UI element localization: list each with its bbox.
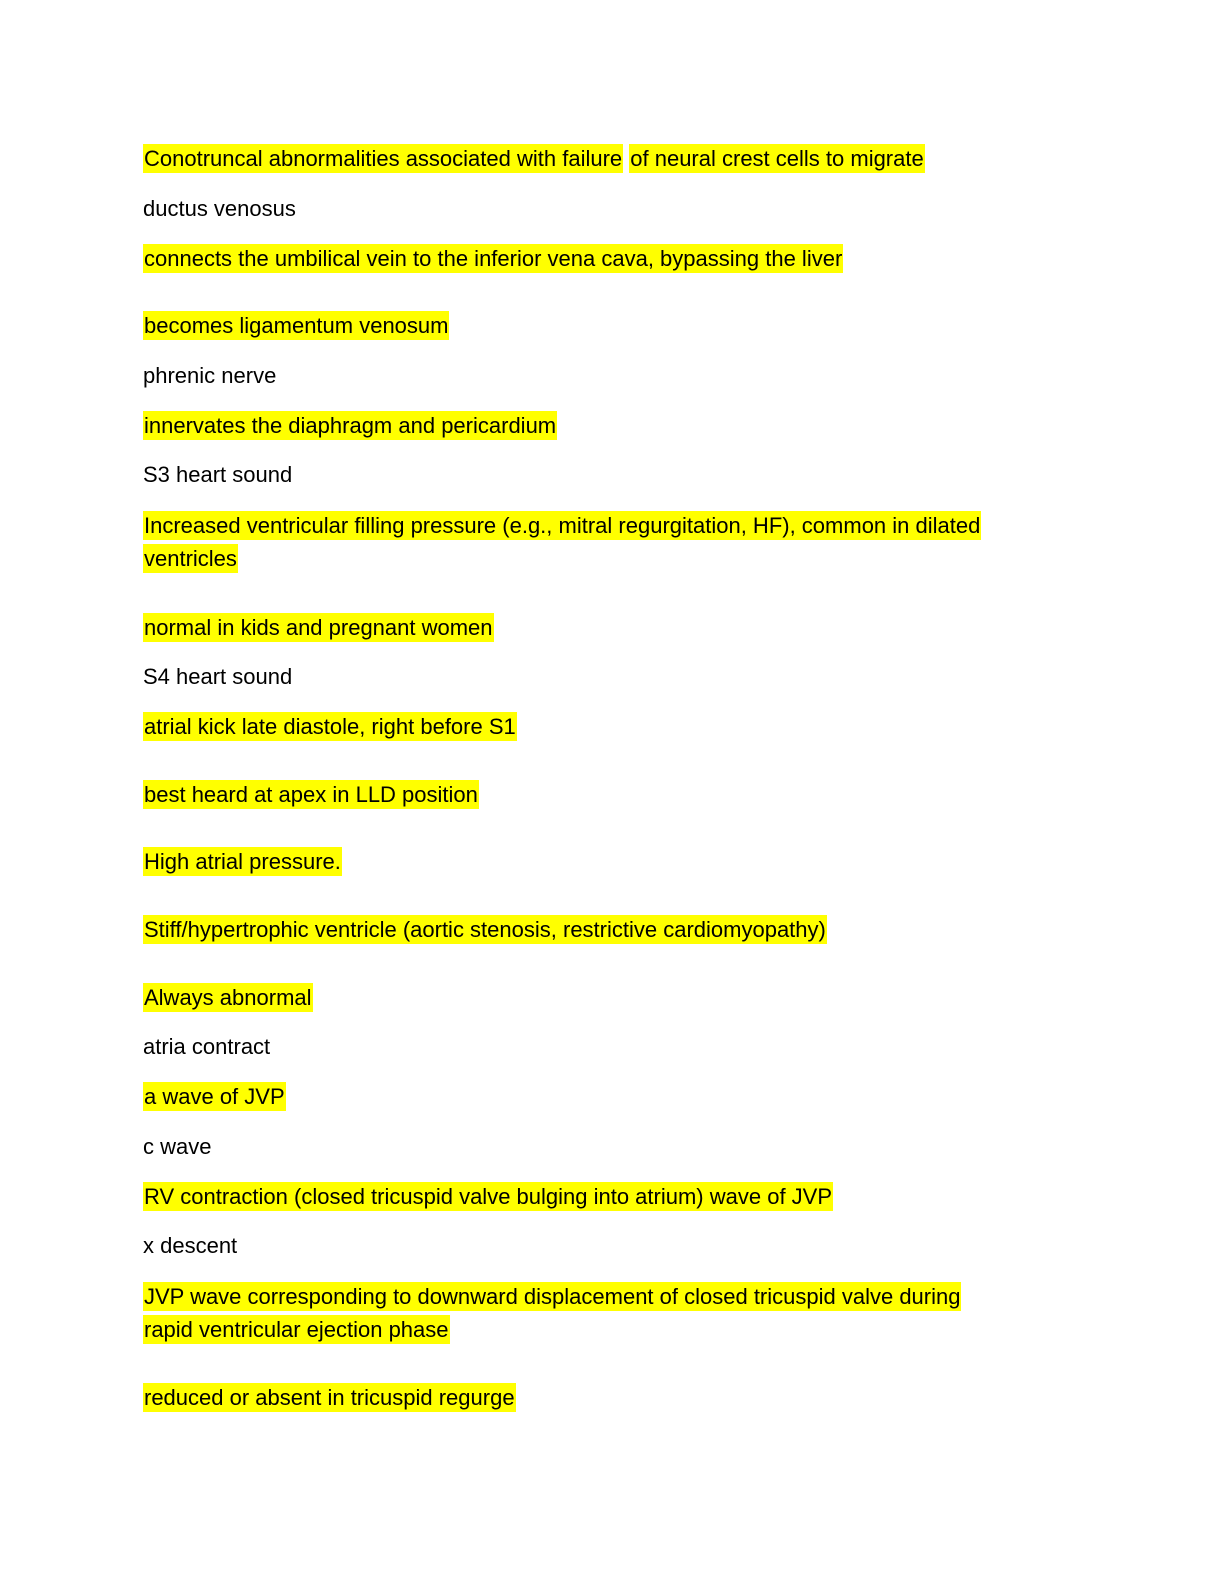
term-text: atria contract <box>143 1034 271 1059</box>
highlight-text: rapid ventricular ejection phase <box>144 1317 449 1342</box>
highlight-text: atrial kick late diastole, right before S1 <box>144 714 516 739</box>
term-text: phrenic nerve <box>143 363 277 388</box>
highlight-text: High atrial pressure. <box>144 849 341 874</box>
highlight-text: a wave of JVP <box>144 1084 285 1109</box>
highlight-text: becomes ligamentum venosum <box>144 313 449 338</box>
highlight-text: Always abnormal <box>144 985 312 1010</box>
highlight-text: of neural crest cells to migrate <box>630 146 924 171</box>
highlight-text: reduced or absent in tricuspid regurge <box>144 1385 515 1410</box>
highlight-text: connects the umbilical vein to the inferior vena cava, bypassing the liver <box>144 246 843 271</box>
highlight-text: RV contraction (closed tricuspid valve bulging into atrium) wave of JVP <box>144 1184 833 1209</box>
definition-ductus-venosus <box>143 242 843 275</box>
highlight-text: normal in kids and pregnant women <box>144 615 493 640</box>
definition-c-wave <box>143 1180 833 1213</box>
term-ductus-venosus <box>143 192 296 225</box>
highlight-text: ventricles <box>144 546 237 571</box>
term-s3 <box>143 458 292 491</box>
term-atria-contract <box>143 1030 270 1063</box>
term-text: S4 heart sound <box>143 664 293 689</box>
definition-s4-stiff <box>143 913 827 946</box>
highlight-text: best heard at apex in LLD position <box>144 782 478 807</box>
highlight-text: Conotruncal abnormalities associated with failure <box>144 146 623 171</box>
definition-s4-apex <box>143 778 479 811</box>
highlight-text: Increased ventricular filling pressure (e.g., mitral regurgitation, HF), common in dilated <box>144 513 981 538</box>
definition-s3-line2 <box>143 542 238 575</box>
term-s4 <box>143 660 292 693</box>
term-text: S3 heart sound <box>143 462 293 487</box>
definition-s3-line1 <box>143 509 981 542</box>
definition-x-descent-line2 <box>143 1313 450 1346</box>
definition-x-descent-regurge <box>143 1381 516 1414</box>
line-conotruncal <box>143 142 925 175</box>
definition-x-descent-line1 <box>143 1280 961 1313</box>
highlight-text: innervates the diaphragm and pericardium <box>144 413 557 438</box>
definition-ligamentum <box>143 309 449 342</box>
definition-s4-abnormal <box>143 981 313 1014</box>
definition-a-wave <box>143 1080 286 1113</box>
highlight-text: Stiff/hypertrophic ventricle (aortic stenosis, restrictive cardiomyopathy) <box>144 917 826 942</box>
definition-s4-atrial-kick <box>143 710 517 743</box>
definition-s3-normal <box>143 611 494 644</box>
highlight-text: JVP wave corresponding to downward displacement of closed tricuspid valve during <box>144 1284 961 1309</box>
definition-phrenic-nerve <box>143 409 557 442</box>
term-text: c wave <box>143 1134 212 1159</box>
term-phrenic-nerve <box>143 359 276 392</box>
term-text: x descent <box>143 1233 238 1258</box>
term-x-descent <box>143 1229 237 1262</box>
definition-s4-pressure <box>143 845 342 878</box>
term-c-wave <box>143 1130 211 1163</box>
term-text: ductus venosus <box>143 196 296 221</box>
